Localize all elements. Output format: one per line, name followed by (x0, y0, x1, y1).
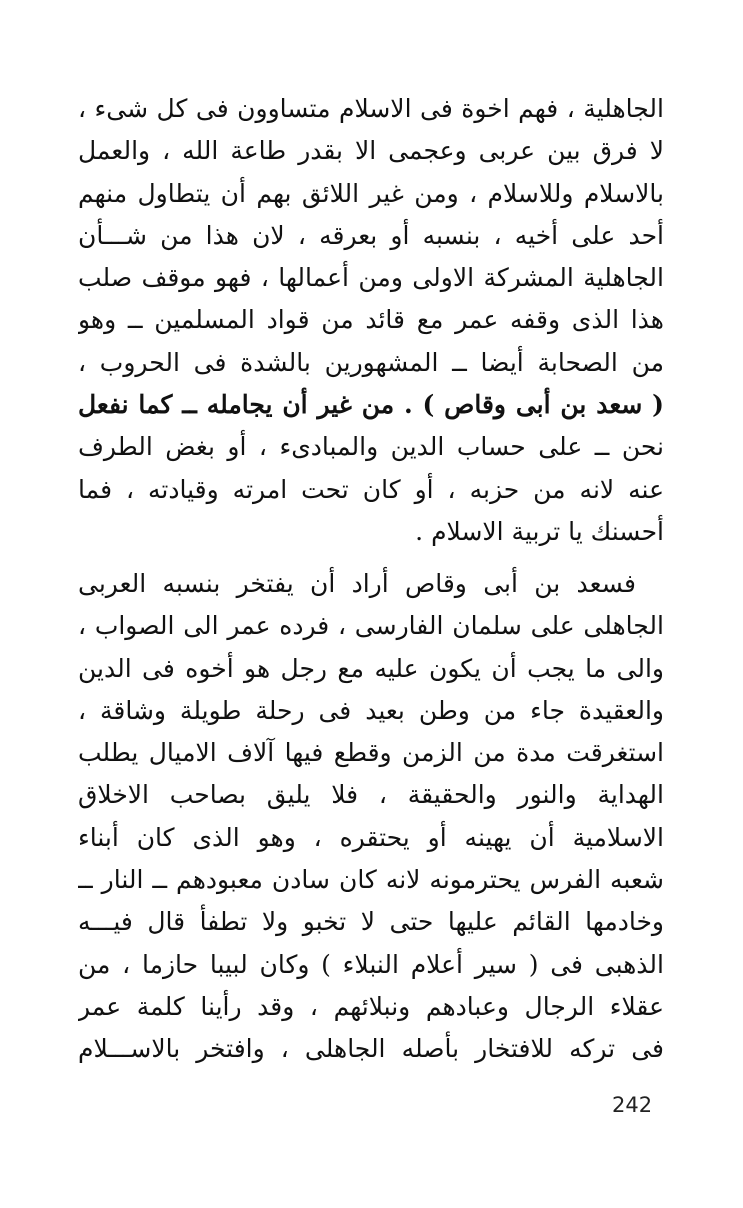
text-line: من الصحابة أيضا ــ المشهورين بالشدة فى الحروب ، (78, 347, 664, 377)
text-line: هذا الذى وقفه عمر مع قائد من قواد المسلمين ــ وهو (78, 305, 664, 335)
text-line-highlighted-name: ( سعد بن أبى وقاص ) . من غير أن يجامله ــ كما نفعل (78, 390, 664, 420)
text-line: الهداية والنور والحقيقة ، فلا يليق بصاحب الاخلاق (78, 780, 664, 810)
text-line: استغرقت مدة من الزمن وقطع فيها آلاف الاميال يطلب (78, 738, 664, 768)
text-line: والعقيدة جاء من وطن بعيد فى رحلة طويلة وشاقة ، (78, 695, 664, 725)
text-line: الجاهلى على سلمان الفارسى ، فرده عمر الى الصواب ، (78, 611, 664, 641)
text-line: عنه لانه من حزبه ، أو كان تحت امرته وقيادته ، فما (78, 474, 664, 504)
text-line: عقلاء الرجال وعبادهم ونبلائهم ، وقد رأينا كلمة عمر (78, 991, 664, 1021)
text-line: أحسنك يا تربية الاسلام . (415, 516, 664, 546)
text-line: الجاهلية ، فهم اخوة فى الاسلام متساوون فى كل شىء ، (78, 94, 664, 123)
text-line: الجاهلية المشركة الاولى ومن أعمالها ، فهو موقف صلب (78, 263, 664, 293)
paragraph-2 (78, 563, 664, 1071)
text-line: شعبه الفرس يحترمونه لانه كان سادن معبودهم ــ النار ــ (78, 865, 664, 895)
paragraph-1 (78, 88, 664, 553)
text-line: بالاسلام وللاسلام ، ومن غير اللائق بهم أن يتطاول منهم (78, 178, 664, 208)
text-line: نحن ــ على حساب الدين والمبادىء ، أو بغض الطرف (78, 432, 664, 462)
text-line: الذهبى فى ( سير أعلام النبلاء ) وكان لبيبا حازما ، من (78, 949, 664, 979)
page-number: 242 (612, 1093, 653, 1117)
text-line: الاسلامية أن يهينه أو يحتقره ، وهو الذى كان أبناء (78, 822, 664, 852)
text-line: فسعد بن أبى وقاص أراد أن يفتخر بنسبه العربى (78, 569, 636, 598)
text-line: أحد على أخيه ، بنسبه أو بعرقه ، لان هذا من شـــأن (78, 220, 664, 250)
text-line: فى تركه للافتخار بأصله الجاهلى ، وافتخر بالاســـلام (78, 1034, 664, 1064)
text-line: وخادمها القائم عليها حتى لا تخبو ولا تطفأ قال فيـــه (78, 907, 664, 937)
text-line: والى ما يجب أن يكون عليه مع رجل هو أخوه فى الدين (78, 653, 664, 683)
text-line: لا فرق بين عربى وعجمى الا بقدر طاعة الله ، والعمل (78, 136, 664, 166)
